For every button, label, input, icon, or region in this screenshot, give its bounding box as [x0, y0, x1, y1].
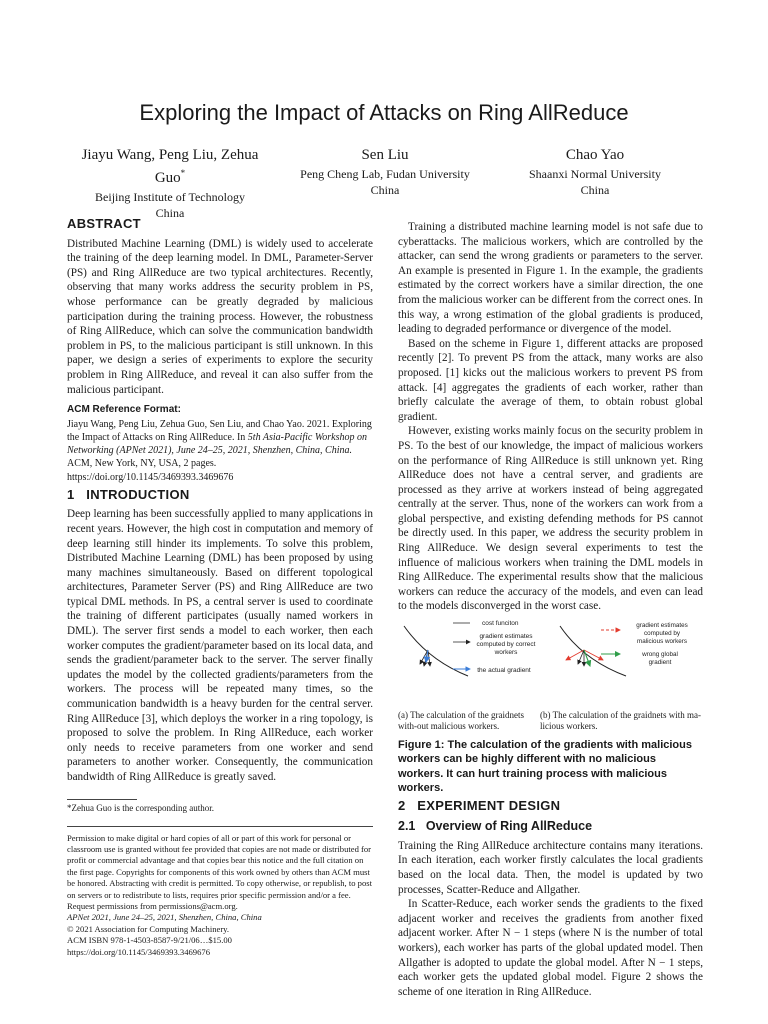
permission-text: Permission to make digital or hard copies of all or part of this work for personal or classroom use is granted without fee provided that copies are not made or distributed for profit or commercial advantage and that copies bear this notice and the full citation on the first page. Copyrights for components of this work owned by others than ACM must be honored. Abstracting with credit is permitted. To copy otherwise, or republish, to post on servers or to redistribute to lists, requires prior specific permission and/or a fee. Request permissions from permissions@acm.org.: [67, 832, 372, 912]
subcaption-a: (a) The calculation of the graidnets with-out malicious workers.: [398, 710, 525, 732]
cost-function-curve-b: [560, 626, 626, 676]
figure-1: [398, 620, 703, 710]
permission-copyright: © 2021 Association for Computing Machinery.: [67, 923, 230, 934]
author-name: Chao Yao: [565, 147, 625, 163]
label-estimates-b-3: malicious workers: [636, 638, 688, 646]
label-wrong-b-2: gradient: [648, 659, 672, 667]
permission-rule: [67, 826, 373, 827]
author-country: China: [370, 183, 400, 197]
figure-1-caption: Figure 1: The calculation of the gradients with malicious workers can be highly different with no malicious workers. It can hurt training process with malicious workers.: [398, 739, 692, 795]
overview-subheading: 2.1 Overview of Ring AllReduce: [398, 819, 593, 834]
intro-paragraph-4: However, existing works mainly focus on the security problem in PS. To the best of our knowledge, the impact of malicious workers on the performance of Ring AllReduce is still unknown yet. Ring AllReduce does not have a central server, and gradients are processed as they arrive at workers instead of being aggregated centrally at the server. Thus, none of the workers can work from a global perspective, and existing defending methods for PS cannot be directly used. In this paper, we address the security problem in Ring AllReduce. We design several experiments to test the influence of malicious workers when training the DML models in Ring AllReduce. The experimental results show that the malicious workers can reduce the accuracy of the models, and even can lead to the models disconverged in the worst case.: [398, 425, 703, 613]
intro-paragraph-2: Training a distributed machine learning model is not safe due to cyberattacks. The malicious workers, which are controlled by the attacker, can send the wrong gradients or parameters to the server. An example is presented in Figure 1. In the example, the gradients estimated by the correct workers have a similar direction, the one from the malicious worker can be different from the correct ones. In this way, a wrong estimation of the global gradients is produced, leading to degraded performance or divergence of the model.: [398, 221, 703, 336]
intro-paragraph-3: Based on the scheme in Figure 1, different attacks are proposed recently [2]. To prevent PS from the attack, many works are also proposed. [1] kicks out the malicious workers to prevent PS from attack. [4] aggregates the gradients of each worker, rather than briefly calculate the average of them, to obtain robust global gradient.: [398, 337, 703, 423]
cost-function-curve-a: [404, 626, 468, 676]
author-mark: *: [180, 168, 186, 178]
label-estimates-a-1: gradient estimates: [479, 633, 533, 641]
permission-block: [67, 833, 373, 958]
author-affiliation: Shaanxi Normal University: [529, 167, 661, 181]
footnote-rule: [67, 799, 137, 800]
label-estimates-a-3: workers: [494, 649, 518, 657]
permission-venue: APNet 2021, June 24–25, 2021, Shenzhen, China, China: [67, 912, 262, 923]
author-names: Jiayu Wang, Peng Liu, Zehua Guo*: [81, 147, 259, 186]
author-affiliation: Peng Cheng Lab, Fudan University: [300, 167, 470, 181]
label-estimates-b-1: gradient estimates: [636, 622, 688, 630]
left-column: [67, 217, 373, 958]
experiment-paragraph-2: In Scatter-Reduce, each worker sends the gradients to the fixed adjacent worker and receives the gradients from another fixed adjacent worker. After N − 1 steps (where N is the number of total workers), each worker has parts of the global updated model. Then Allgather is adopted to update the global model. After N − 1 steps, each worker gets the updated global model. Figure 2 shows the scheme of one iteration in Ring AllReduce.: [398, 898, 703, 998]
experiment-paragraph-1: Training the Ring AllReduce architecture contains many iterations. In each iteration, each worker firstly calculates the local gradients based on the local data. Then, the model is updated by two processes, Scatter-Reduce and Allgather.: [398, 839, 703, 896]
author-country: China: [580, 183, 610, 197]
right-column: [398, 220, 703, 999]
abstract-heading: ABSTRACT: [67, 216, 141, 231]
author-name: Sen Liu: [361, 147, 409, 163]
author-block-2: [285, 146, 485, 198]
label-wrong-b-1: wrong global: [642, 651, 678, 659]
label-actual-a: the actual gradient: [477, 667, 531, 675]
permission-isbn: ACM ISBN 978-1-4503-8587-9/21/06…$15.00: [67, 935, 232, 946]
paper-title: Exploring the Impact of Attacks on Ring AllReduce: [139, 100, 629, 125]
subcaptions: [398, 710, 703, 734]
acm-ref-text: Jiayu Wang, Peng Liu, Zehua Guo, Sen Liu, and Chao Yao. 2021. Exploring the Impact of Attacks on Ring AllReduce. In 5th Asia-Pacific Workshop on Networking (APNet 2021), June 24–25, 2021, Shenzhen, China, China. ACM, New York, NY, USA, 2 pages. https://doi.org/10.1145/3469393.3469676: [67, 418, 372, 483]
malicious-arrow: [566, 650, 584, 660]
worker-gradient-arrow: [428, 650, 430, 666]
label-estimates-b-2: computed by: [643, 630, 681, 638]
experiment-heading: 2 EXPERIMENT DESIGN: [398, 797, 561, 813]
intro-heading: 1 INTRODUCTION: [67, 486, 190, 502]
author-country: China: [155, 206, 185, 220]
acm-ref-heading: ACM Reference Format:: [67, 404, 181, 416]
author-block-1: [70, 146, 270, 221]
label-cost-a: cost funciton: [482, 620, 519, 628]
figure-1-graphic: [398, 620, 703, 710]
author-block-3: [495, 146, 695, 198]
subcaption-b: (b) The calculation of the graidnets with ma-licious workers.: [540, 710, 702, 732]
abstract-text: Distributed Machine Learning (DML) is widely used to accelerate the training of the deep learning model. In DML, Parameter-Server (PS) and Ring AllReduce are two typical architectures. Recently, observing that many works address the security problem in PS, whose performance can be greatly degraded by malicious participation during the training process. However, the robustness of Ring AllReduce, which can solve the communication bandwidth problem in PS, to the malicious participant is still unknown. In this paper, we design a series of experiments to explore the security problem in Ring AllReduce, and reveal it can also suffer from the malicious participant.: [67, 237, 373, 396]
footnote: *Zehua Guo is the corresponding author.: [67, 802, 214, 813]
permission-doi: https://doi.org/10.1145/3469393.3469676: [67, 946, 210, 957]
intro-paragraph-1: Deep learning has been successfully applied to many applications in recent years. However, the high cost in computation and memory of deep learning still hinder its implements. To solve this problem, Distributed Machine Learning (DML) has been proposed by using many machines simultaneously. Based on different topological architectures, Parameter Server (PS) and Ring AllReduce are two typical DML methods. In PS, a central server is used to coordinate the training of different participates (usually named workers in DML). The server first sends a model to each worker, then each worker computes the gradient/parameter based on its local data, and sends the gradient/parameter back to the server. The server finally updates the model by the collected gradients/parameters from the workers. The process will be repeated many times, so the communication bandwidth is a heavy burden for the central server. Ring AllReduce [3], which deploys the worker in a ring topology, is proposed to solve the problem. In Ring AllReduce, each worker only needs to receive parameters from one worker and send parameters to another worker. Consequently, the communication bandwidth of Ring AllReduce is greatly saved.: [67, 508, 373, 784]
author-affiliation: Beijing Institute of Technology: [95, 190, 245, 204]
label-estimates-a-2: computed by correct: [476, 641, 536, 649]
